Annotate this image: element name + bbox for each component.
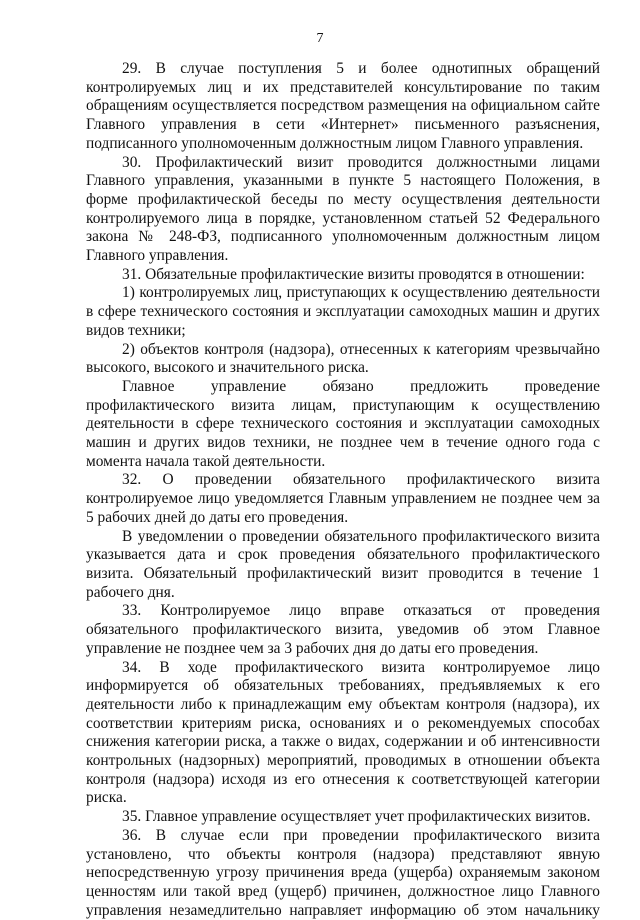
paragraph-29: 29. В случае поступления 5 и более однотипных обращений контролируемых лиц и их представителей консультирование по таким обращениям осуществляется посредством размещения на официальном сайте Главного управления в сети «Интернет» письменного разъяснения, подписанного уполномоченным должностным лицом Главного управления. [86, 60, 600, 152]
paragraph-31-item-2: 2) объектов контроля (надзора), отнесенных к категориям чрезвычайно высокого, высокого и значительного риска. [86, 340, 600, 377]
paragraph-34: 34. В ходе профилактического визита контролируемое лицо информируется об обязательных требованиях, предъявляемых к его деятельности либо к принадлежащим ему объектам контроля (надзора), их соответствии критериям риска, основаниях и о рекомендуемых способах снижения категории риска, а также о видах, содержании и об интенсивности контрольных (надзорных) мероприятий, проводимых в отношении объекта контроля (надзора) исходя из его отнесения к соответствующей категории риска. [86, 658, 600, 807]
page-number: 7 [316, 31, 324, 46]
paragraph-32: 32. О проведении обязательного профилактического визита контролируемое лицо уведомляется Главным управлением не позднее чем за 5 рабочих дней до даты его проведения. [86, 471, 600, 526]
paragraph-31-obligation: Главное управление обязано предложить проведение профилактического визита лицам, приступающим к осуществлению деятельности в сфере технического состояния и эксплуатации самоходных машин и других видов техники, не позднее чем в течение одного года с момента начала такой деятельности. [86, 377, 600, 470]
paragraph-35: 35. Главное управление осуществляет учет профилактических визитов. [122, 808, 591, 826]
paragraph-31: 31. Обязательные профилактические визиты проводятся в отношении: [122, 265, 585, 283]
paragraph-33: 33. Контролируемое лицо вправе отказаться от проведения обязательного профилактического визита, уведомив об этом Главное управление не позднее чем за 3 рабочих дня до даты его проведения. [86, 602, 600, 657]
document-body [86, 60, 600, 920]
paragraph-36: 36. В случае если при проведении профилактического визита установлено, что объекты контроля (надзора) представляют явную непосредственную угрозу причинения вреда (ущерба) охраняемым законом ценностям или такой вред (ущерб) причинен, должностное лицо Главного управления незамедлительно направляет информацию об этом начальнику [86, 826, 600, 919]
paragraph-32-notice: В уведомлении о проведении обязательного профилактического визита указывается дата и срок проведения обязательного профилактического визита. Обязательный профилактический визит проводится в течение 1 рабочего дня. [86, 527, 600, 601]
paragraph-31-item-1: 1) контролируемых лиц, приступающих к осуществлению деятельности в сфере технического состояния и эксплуатации самоходных машин и других видов техники; [86, 284, 600, 339]
paragraph-30: 30. Профилактический визит проводится должностными лицами Главного управления, указанными в пункте 5 настоящего Положения, в форме профилактической беседы по месту осуществления деятельности контролируемого лица в порядке, установленном статьей 52 Федерального закона № 248-ФЗ, подписанного уполномоченным должностным лицом Главного управления. [86, 153, 600, 265]
